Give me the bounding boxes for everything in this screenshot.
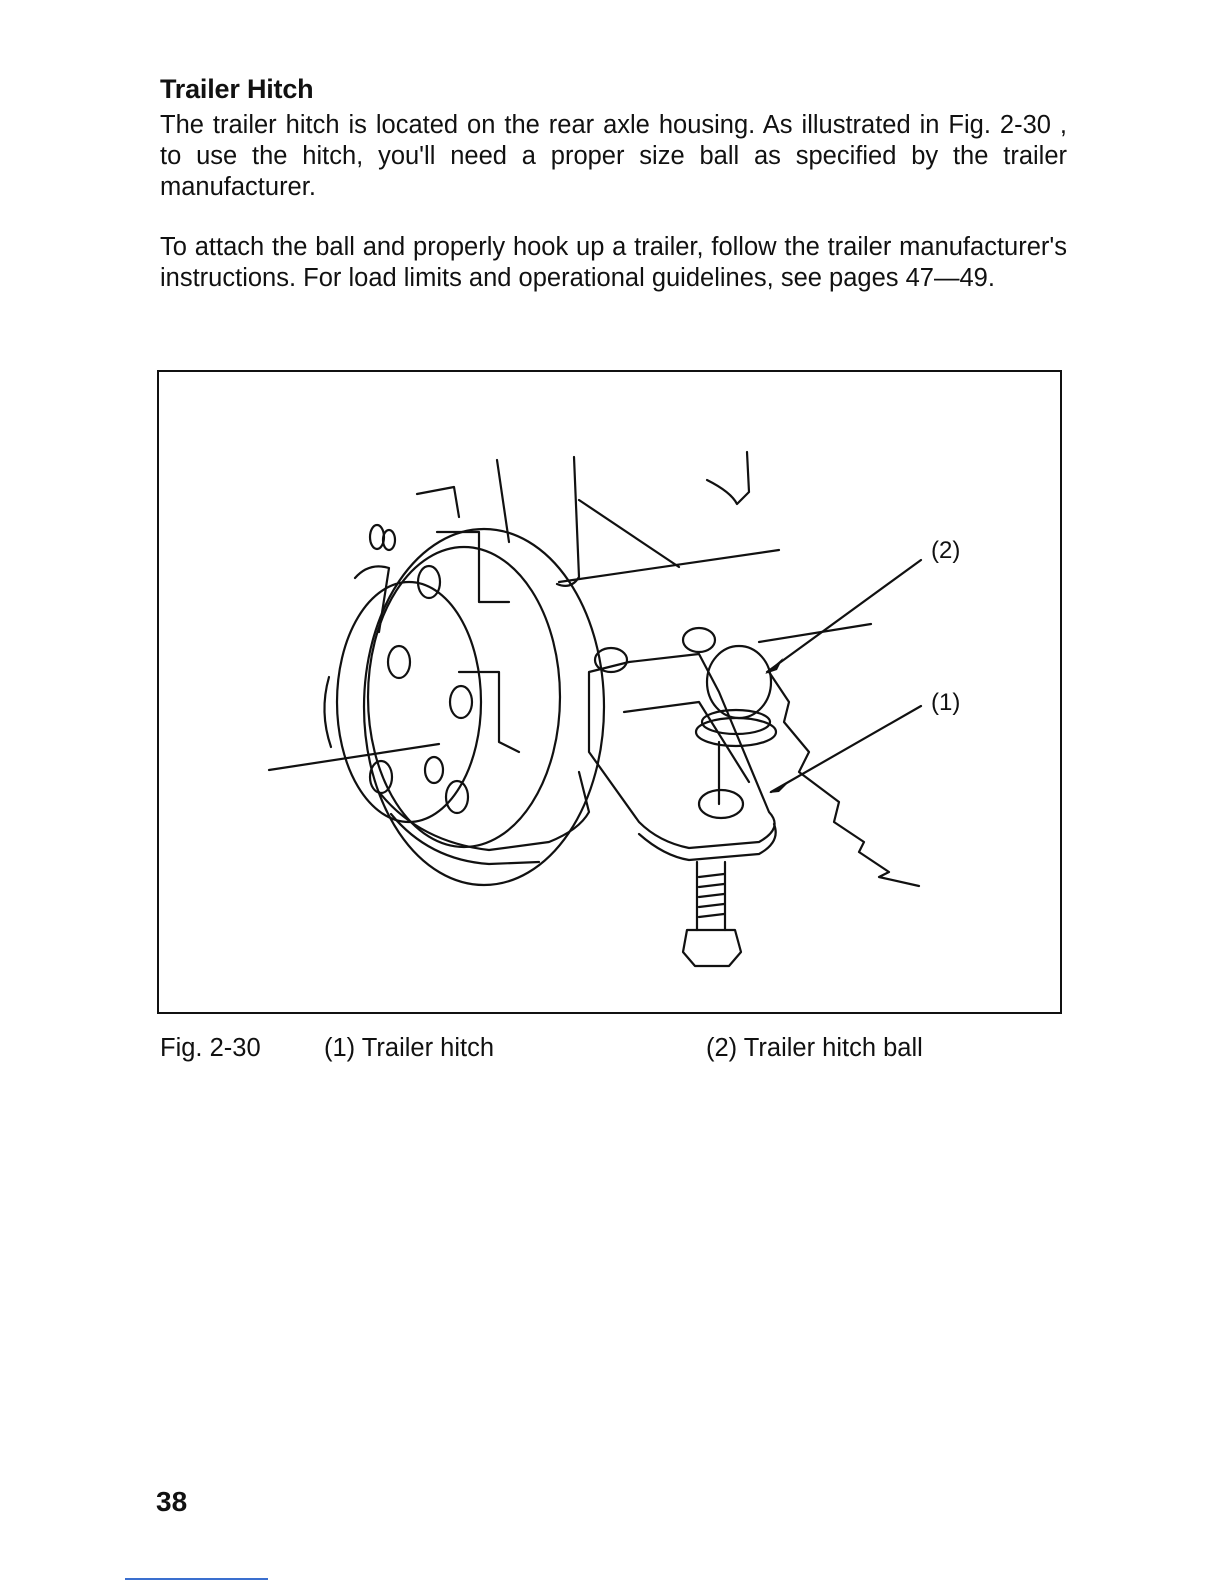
hub-top-plate <box>417 487 459 517</box>
lug-nut-5 <box>446 781 468 813</box>
figure-caption-label: Fig. 2-30 <box>160 1034 261 1062</box>
callout-label-1: (1) <box>931 689 961 716</box>
figure-trailer-hitch <box>157 370 1062 1014</box>
lug-nut-6 <box>425 757 443 783</box>
page-number: 38 <box>156 1486 188 1517</box>
frame-bracket-top <box>707 452 749 504</box>
frame-brace <box>579 500 679 567</box>
lug-nut-3 <box>450 686 472 718</box>
hub-inner-ring <box>368 547 560 847</box>
axle-tube-lower <box>759 624 871 642</box>
hitch-bolt-hole <box>699 790 743 818</box>
hub-cross-arm <box>437 532 509 602</box>
hub-cross-arm-lower <box>459 672 519 752</box>
hub-face <box>337 582 481 822</box>
callout-leader-1 <box>771 706 921 792</box>
axle-tube-top <box>559 550 779 582</box>
hitch-bracket-fold <box>624 702 749 782</box>
axle-tube-line <box>269 744 439 770</box>
section-title: Trailer Hitch <box>160 74 314 104</box>
callout-leader-2 <box>767 560 921 672</box>
lug-nut-2 <box>388 646 410 678</box>
lug-nut-1 <box>418 566 440 598</box>
figure-caption-item-1: (1) Trailer hitch <box>324 1034 495 1062</box>
trailer-hitch-illustration <box>159 372 1064 1016</box>
hub-rim-left <box>324 677 331 747</box>
mounting-bolt-head <box>683 930 741 966</box>
mounting-bolt-threads <box>699 874 724 917</box>
frame-upright-right <box>557 457 579 586</box>
axle-bolt-right <box>683 628 715 652</box>
paragraph-attach-instructions: To attach the ball and properly hook up a trailer, follow the trailer manufacturer's instructions. For load limits and operational guidelines, see pages 47—49. <box>160 233 1067 292</box>
detached-nut-a <box>370 525 384 549</box>
hitch-bracket <box>589 654 775 848</box>
hitch-ball <box>707 646 771 718</box>
bottom-rule <box>125 1578 268 1580</box>
figure-caption-item-2: (2) Trailer hitch ball <box>706 1034 923 1062</box>
paragraph-hitch-location: The trailer hitch is located on the rear axle housing. As illustrated in Fig. 2-30 , to use the hitch, you'll need a proper size ball as specified by the trailer manufacturer. <box>160 111 1067 201</box>
hub-lower-casing <box>379 772 589 850</box>
callout-label-2: (2) <box>931 537 961 564</box>
